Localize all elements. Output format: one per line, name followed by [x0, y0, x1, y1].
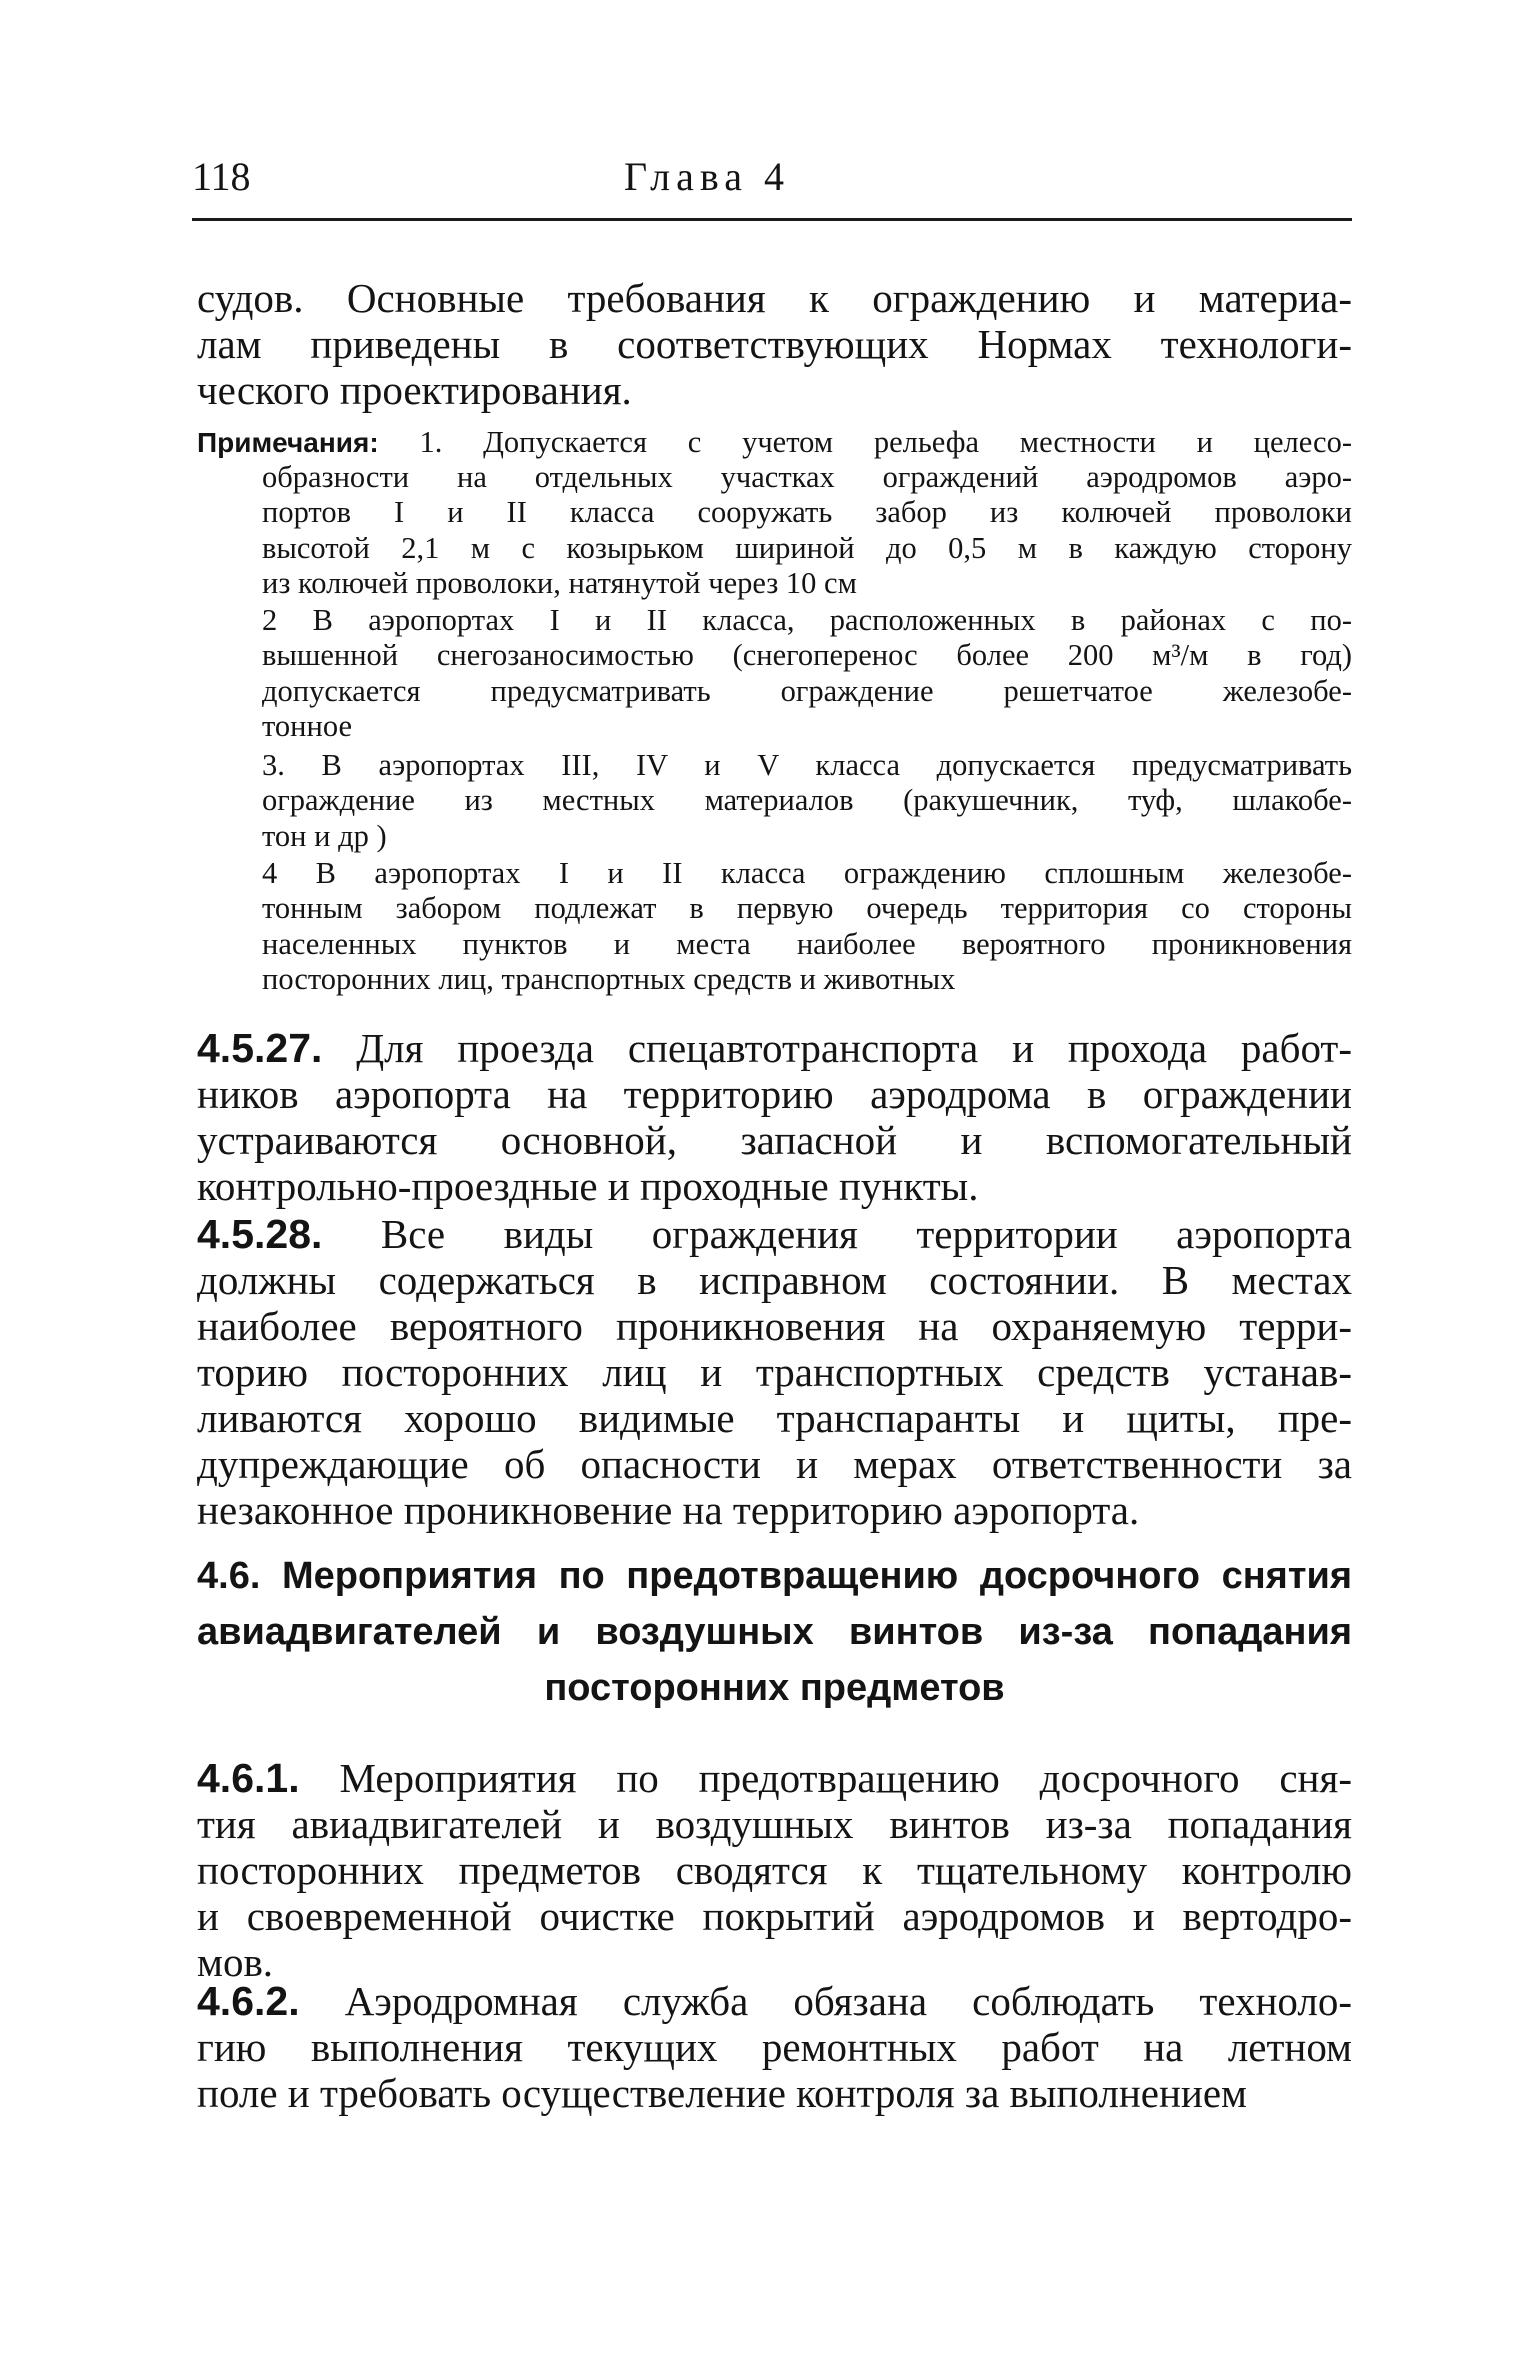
text-line: высотой 2,1 м с козырьком шириной до 0,5 м в каждую сторону [262, 530, 1352, 565]
section-heading [197, 1548, 1352, 1716]
note-1-first-line [197, 425, 1352, 460]
text-line: населенных пунктов и места наиболее вероятного проникновения [262, 926, 1352, 961]
header-rule [192, 218, 1352, 221]
text-line: вышенной снегозаносимостью (снегоперенос более 200 м³/м в год) [262, 638, 1352, 673]
text-line: 3. В аэропортах III, IV и V класса допускается предусматривать [262, 748, 1352, 782]
text-line: ческого проектирования. [197, 367, 632, 413]
text-line: ограждение из местных материалов (ракушечник, туф, шлакобе- [262, 783, 1352, 818]
page-number: 118 [192, 154, 251, 199]
paragraph-number: 4.6.2. [197, 1978, 300, 2024]
heading-line: 4.6. Мероприятия по предотвращению досрочного снятия [197, 1555, 1352, 1597]
notes-label: Примечания: [197, 427, 379, 458]
text-line: 4 В аэропортах I и II класса ограждению сплошным железобе- [262, 856, 1352, 890]
text-line: допускается предусматривать ограждение решетчатое железобе- [262, 673, 1352, 708]
text-line: из колючей проволоки, натянутой через 10 см [262, 566, 857, 601]
paragraph-4-5-28: 4.5.28. Все виды ограждения территории аэропорта должны содержаться в исправном состоянии. В местах наиболее вероятного проникновения на охраняемую терри- торию посторонних лиц и транспортных средств устанав- ливаются хорошо видимые транспаранты и щиты, пре- дупреждающие об опасности и мерах ответственности за незаконное проникновение на территорию аэропорта. [197, 1211, 1352, 1533]
text-line: тон и др ) [262, 818, 387, 853]
text-line: лам приведены в соответствующих Нормах технологи- [197, 321, 1352, 367]
text-line: посторонних предметов сводятся к тщательному контролю [197, 1847, 1352, 1893]
text-line: незаконное проникновение на территорию аэропорта. [197, 1487, 1140, 1533]
paragraph-4-5-27: 4.5.27. Для проезда спецавтотранспорта и прохода работ- ников аэропорта на территорию аэродрома в ограждении устраиваются основной, запасной и вспомогательный контрольно-проездные и проходные пункты. [197, 1025, 1352, 1209]
intro-paragraph [197, 275, 1352, 413]
text-line: поле и требовать осуществеление контроля за выполнением [197, 2070, 1247, 2116]
text-line: ливаются хорошо видимые транспаранты и щиты, пре- [197, 1395, 1352, 1441]
paragraph-number: 4.5.28. [197, 1211, 323, 1257]
note-3 [262, 748, 1352, 854]
note-4 [262, 856, 1352, 998]
text-line: судов. Основные требования к ограждению и материа- [197, 275, 1352, 321]
paragraph-4-6-1: 4.6.1. Мероприятия по предотвращению досрочного сня- тия авиадвигателей и воздушных винтов из-за попадания посторонних предметов сводятся к тщательному контролю и своевременной очистке покрытий аэродромов и вертодро- мов. [197, 1755, 1352, 1985]
text-line: торию посторонних лиц и транспортных средств устанав- [197, 1349, 1352, 1395]
paragraph-4-6-2: 4.6.2. Аэродромная служба обязана соблюдать техноло- гию выполнения текущих ремонтных работ на летном поле и требовать осуществеление контроля за выполнением [197, 1978, 1352, 2116]
text-line: гию выполнения текущих ремонтных работ на летном [197, 2024, 1352, 2070]
text-line: и своевременной очистке покрытий аэродромов и вертодро- [197, 1893, 1352, 1939]
text-line: наиболее вероятного проникновения на охраняемую терри- [197, 1303, 1352, 1349]
note-1-lead: 1. Допускается с учетом рельефа местности и целесо- [419, 425, 1353, 459]
text-line: мов. [197, 1939, 274, 1985]
text-line: тия авиадвигателей и воздушных винтов из-за попадания [197, 1801, 1352, 1847]
text-line: должны содержаться в исправном состоянии. В местах [197, 1257, 1352, 1303]
page-header [192, 152, 1352, 202]
text-line: дупреждающие об опасности и мерах ответственности за [197, 1441, 1352, 1487]
paragraph-number: 4.6.1. [197, 1755, 300, 1801]
heading-line: авиадвигателей и воздушных винтов из-за попадания [197, 1611, 1352, 1653]
text-line: тонное [262, 709, 352, 744]
paragraph-number: 4.5.27. [197, 1025, 323, 1071]
text-line: посторонних лиц, транспортных средств и животных [262, 962, 956, 997]
text-line: образности на отдельных участках ограждений аэродромов аэро- [262, 460, 1352, 494]
text-line: устраиваются основной, запасной и вспомогательный [197, 1117, 1352, 1163]
note-2 [262, 603, 1352, 745]
text-line: тонным забором подлежат в первую очередь территория со стороны [262, 891, 1352, 926]
note-1 [262, 460, 1352, 602]
text-line: портов I и II класса сооружать забор из колючей проволоки [262, 495, 1352, 530]
heading-line: посторонних предметов [544, 1667, 1005, 1709]
chapter-title: Глава 4 [624, 154, 790, 199]
text-line: 2 В аэропортах I и II класса, расположенных в районах с по- [262, 603, 1352, 637]
text-line: ников аэропорта на территорию аэродрома в ограждении [197, 1071, 1352, 1117]
text-line: контрольно-проездные и проходные пункты. [197, 1163, 979, 1209]
